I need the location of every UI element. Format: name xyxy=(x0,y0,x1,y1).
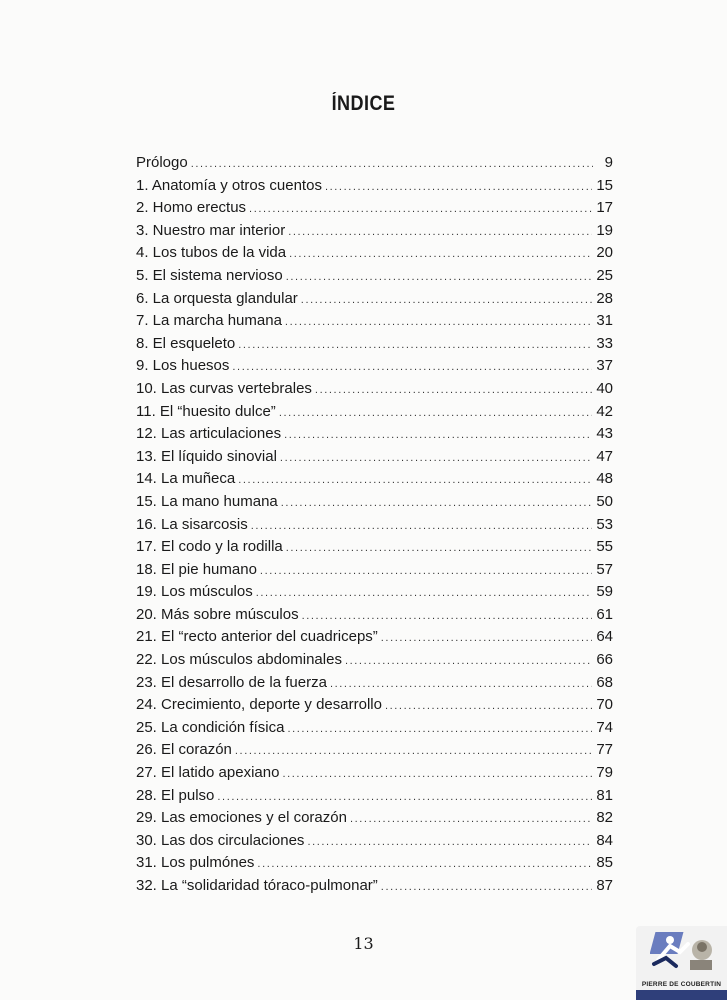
toc-dot-leader xyxy=(287,718,592,741)
toc-entry-title: 11. El “huesito dulce” xyxy=(136,402,276,420)
toc-dot-leader xyxy=(191,153,593,176)
toc-entry-page: 68 xyxy=(596,673,613,691)
toc-entry-page: 47 xyxy=(596,447,613,465)
toc-entry xyxy=(136,672,613,695)
toc-dot-leader xyxy=(260,560,592,583)
toc-entry-page: 9 xyxy=(604,154,613,171)
toc-entry xyxy=(136,265,613,288)
toc-dot-leader xyxy=(280,447,592,470)
toc-dot-leader xyxy=(301,289,593,312)
toc-entry xyxy=(136,536,613,559)
toc-entry-title: 5. El sistema nervioso xyxy=(136,266,283,284)
runner-logo-icon xyxy=(650,930,714,974)
toc-entry-page: 59 xyxy=(596,583,613,601)
toc-entry xyxy=(136,242,613,265)
toc-entry-title: 7. La marcha humana xyxy=(136,312,282,330)
index-title: ÍNDICE xyxy=(331,92,396,115)
toc-dot-leader xyxy=(345,650,592,673)
toc-dot-leader xyxy=(289,243,592,266)
toc-entry xyxy=(136,785,613,808)
toc-dot-leader xyxy=(381,876,593,899)
toc-dot-leader xyxy=(381,627,593,650)
toc-entry-page: 84 xyxy=(596,831,613,849)
toc-entry xyxy=(136,875,613,898)
toc-dot-leader xyxy=(282,763,592,786)
toc-entry-title: 4. Los tubos de la vida xyxy=(136,244,287,262)
toc-entry-page: 82 xyxy=(596,809,613,827)
toc-entry-title: 10. Las curvas vertebrales xyxy=(136,379,312,397)
toc-dot-leader xyxy=(307,831,592,854)
toc-dot-leader xyxy=(302,605,593,628)
toc-dot-leader xyxy=(315,379,592,402)
toc-entry xyxy=(136,446,613,469)
toc-entry-title: 15. La mano humana xyxy=(136,492,278,510)
logo-bar xyxy=(636,990,727,1000)
toc-entry-page: 53 xyxy=(596,515,613,533)
toc-entry-page: 20 xyxy=(596,244,613,262)
toc-entry xyxy=(136,852,613,875)
toc-dot-leader xyxy=(257,853,592,876)
toc-dot-leader xyxy=(217,786,592,809)
toc-entry-title: 28. El pulso xyxy=(136,786,215,804)
toc-entry xyxy=(136,401,613,424)
toc-entry-page: 28 xyxy=(596,289,613,307)
toc-entry-page: 55 xyxy=(596,538,613,556)
toc-entry-title: 24. Crecimiento, deporte y desarrollo xyxy=(136,696,382,714)
toc-entry xyxy=(136,830,613,853)
toc-entry-title: 17. El codo y la rodilla xyxy=(136,538,283,556)
toc-entry xyxy=(136,694,613,717)
toc-entry-title: 31. Los pulmónes xyxy=(136,854,255,872)
page-number: 13 xyxy=(353,934,374,953)
publisher-logo xyxy=(636,926,727,1000)
toc-dot-leader xyxy=(350,808,592,831)
toc-entry xyxy=(136,762,613,785)
toc-entry-page: 43 xyxy=(596,425,613,443)
toc-dot-leader xyxy=(249,198,592,221)
table-of-contents xyxy=(136,152,613,898)
toc-dot-leader xyxy=(286,537,593,560)
toc-entry-page: 85 xyxy=(596,854,613,872)
toc-entry xyxy=(136,604,613,627)
toc-entry-page: 48 xyxy=(596,470,613,488)
toc-entry-title: 20. Más sobre músculos xyxy=(136,605,299,623)
toc-entry xyxy=(136,333,613,356)
toc-entry xyxy=(136,514,613,537)
toc-dot-leader xyxy=(288,221,592,244)
toc-entry xyxy=(136,152,613,175)
toc-entry xyxy=(136,739,613,762)
toc-entry-title: 16. La sisarcosis xyxy=(136,515,248,533)
toc-entry xyxy=(136,807,613,830)
toc-entry-title: 26. El corazón xyxy=(136,741,232,759)
toc-entry xyxy=(136,423,613,446)
toc-dot-leader xyxy=(238,469,592,492)
toc-entry-page: 77 xyxy=(596,741,613,759)
toc-entry xyxy=(136,310,613,333)
toc-entry-title: 23. El desarrollo de la fuerza xyxy=(136,673,327,691)
toc-entry-title: 13. El líquido sinovial xyxy=(136,447,277,465)
toc-entry xyxy=(136,468,613,491)
toc-entry xyxy=(136,626,613,649)
toc-entry-page: 19 xyxy=(596,221,613,239)
toc-entry-page: 64 xyxy=(596,628,613,646)
toc-dot-leader xyxy=(385,695,592,718)
toc-entry xyxy=(136,288,613,311)
toc-entry xyxy=(136,491,613,514)
toc-dot-leader xyxy=(238,334,592,357)
toc-entry xyxy=(136,197,613,220)
toc-entry xyxy=(136,220,613,243)
toc-entry xyxy=(136,175,613,198)
toc-dot-leader xyxy=(251,515,593,538)
toc-entry xyxy=(136,581,613,604)
toc-entry-page: 66 xyxy=(596,651,613,669)
toc-dot-leader xyxy=(330,673,592,696)
toc-entry-page: 33 xyxy=(596,334,613,352)
toc-dot-leader xyxy=(325,176,592,199)
toc-entry-title: 22. Los músculos abdominales xyxy=(136,651,342,669)
toc-entry-page: 17 xyxy=(596,199,613,217)
toc-entry-title: 1. Anatomía y otros cuentos xyxy=(136,176,322,194)
toc-entry-title: 29. Las emociones y el corazón xyxy=(136,809,347,827)
toc-entry-title: 12. Las articulaciones xyxy=(136,425,282,443)
toc-entry-title: 18. El pie humano xyxy=(136,560,257,578)
toc-entry xyxy=(136,378,613,401)
toc-dot-leader xyxy=(281,492,593,515)
toc-entry-title: 30. Las dos circulaciones xyxy=(136,831,305,849)
toc-entry-page: 25 xyxy=(596,266,613,284)
logo-caption: PIERRE DE COUBERTIN xyxy=(641,981,722,988)
toc-entry xyxy=(136,559,613,582)
toc-dot-leader xyxy=(232,356,592,379)
toc-entry-title: 6. La orquesta glandular xyxy=(136,289,298,307)
toc-entry-title: 19. Los músculos xyxy=(136,583,253,601)
toc-entry-page: 42 xyxy=(596,402,613,420)
toc-entry-page: 50 xyxy=(596,492,613,510)
toc-entry-title: 25. La condición física xyxy=(136,718,285,736)
toc-entry-page: 87 xyxy=(596,877,613,894)
toc-entry-page: 57 xyxy=(596,560,613,578)
toc-entry-page: 40 xyxy=(596,379,613,397)
toc-dot-leader xyxy=(256,582,593,605)
toc-entry-title: 8. El esqueleto xyxy=(136,334,236,352)
toc-dot-leader xyxy=(285,311,592,334)
toc-entry-page: 61 xyxy=(596,605,613,623)
toc-entry xyxy=(136,355,613,378)
toc-entry-page: 79 xyxy=(596,764,613,782)
toc-dot-leader xyxy=(286,266,593,289)
toc-dot-leader xyxy=(284,424,592,447)
toc-entry-title: 27. El latido apexiano xyxy=(136,764,280,782)
toc-dot-leader xyxy=(279,402,593,425)
toc-entry-title: 2. Homo erectus xyxy=(136,199,247,217)
toc-entry-title: 21. El “recto anterior del cuadriceps” xyxy=(136,628,378,646)
toc-entry xyxy=(136,717,613,740)
toc-entry-page: 70 xyxy=(596,696,613,714)
toc-entry-page: 31 xyxy=(596,312,613,330)
toc-entry-title: 3. Nuestro mar interior xyxy=(136,221,286,239)
toc-entry-title: 9. Los huesos xyxy=(136,357,230,375)
toc-entry-title: Prólogo xyxy=(136,154,188,171)
toc-entry-page: 74 xyxy=(596,718,613,736)
toc-entry-page: 81 xyxy=(596,786,613,804)
toc-dot-leader xyxy=(235,740,592,763)
toc-entry-title: 14. La muñeca xyxy=(136,470,236,488)
toc-entry-page: 37 xyxy=(596,357,613,375)
toc-entry-title: 32. La “solidaridad tóraco-pulmonar” xyxy=(136,877,378,894)
toc-entry xyxy=(136,649,613,672)
toc-entry-page: 15 xyxy=(596,176,613,194)
